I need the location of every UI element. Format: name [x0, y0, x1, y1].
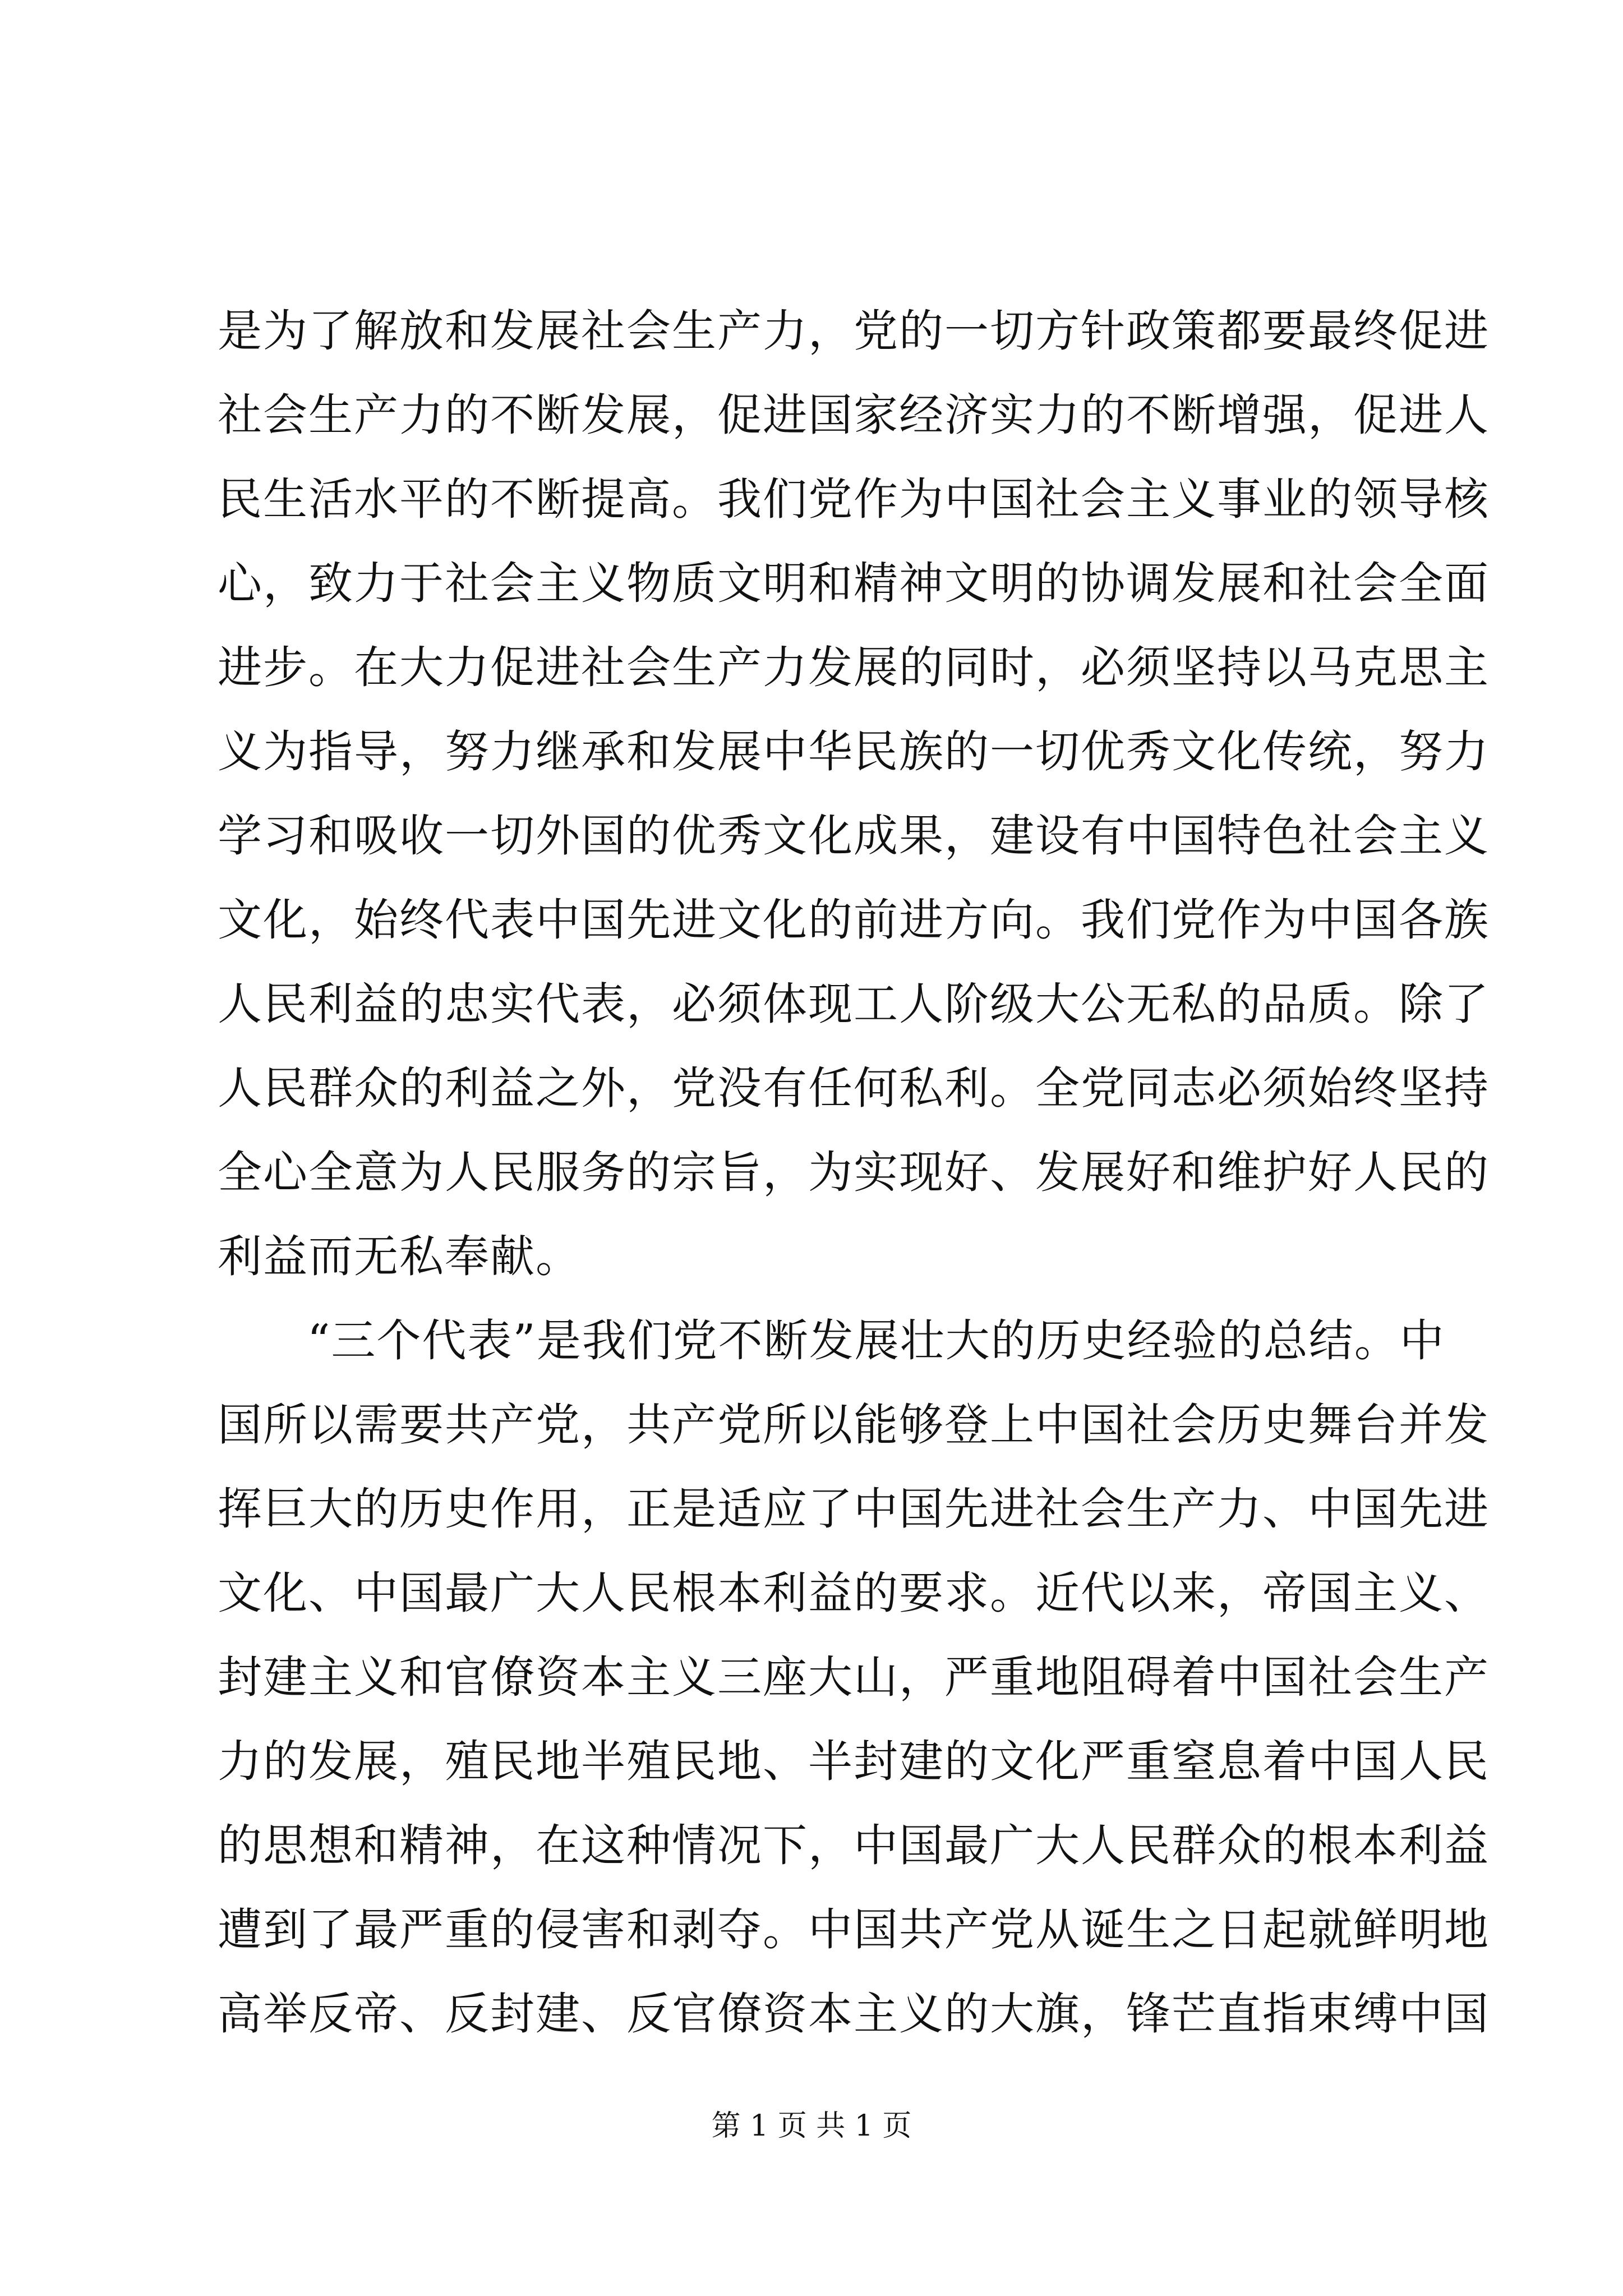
text-line: 人民群众的利益之外，党没有任何私利。全党同志必须始终坚持 — [218, 1062, 1490, 1114]
text-line: 文化、中国最广大人民根本利益的要求。近代以来，帝国主义、 — [218, 1567, 1490, 1619]
text-line: 学习和吸收一切外国的优秀文化成果，建设有中国特色社会主义 — [218, 810, 1490, 862]
text-line: 文化，始终代表中国先进文化的前进方向。我们党作为中国各族 — [218, 894, 1490, 946]
body-text — [218, 289, 1490, 2056]
text-line: 高举反帝、反封建、反官僚资本主义的大旗，锋芒直指束缚中国 — [218, 1988, 1490, 2040]
text-line: 全心全意为人民服务的宗旨，为实现好、发展好和维护好人民的 — [218, 1147, 1490, 1198]
text-line: 社会生产力的不断发展，促进国家经济实力的不断增强，促进人 — [218, 389, 1490, 441]
text-line: 挥巨大的历史作用，正是适应了中国先进社会生产力、中国先进 — [218, 1483, 1490, 1535]
text-line: 进步。在大力促进社会生产力发展的同时，必须坚持以马克思主 — [218, 642, 1490, 693]
text-line: 的思想和精神，在这种情况下，中国最广大人民群众的根本利益 — [218, 1820, 1490, 1871]
text-line: 人民利益的忠实代表，必须体现工人阶级大公无私的品质。除了 — [218, 978, 1490, 1030]
text-line: 利益而无私奉献。 — [218, 1231, 581, 1282]
text-line: 封建主义和官僚资本主义三座大山，严重地阻碍着中国社会生产 — [218, 1651, 1490, 1703]
text-line: 民生活水平的不断提高。我们党作为中国社会主义事业的领导核 — [218, 473, 1490, 525]
text-line: 是为了解放和发展社会生产力，党的一切方针政策都要最终促进 — [218, 305, 1490, 357]
paragraph-start-line: “三个代表”是我们党不断发展壮大的历史经验的总结。中 — [307, 1315, 1445, 1366]
page-footer — [0, 2106, 1623, 2146]
page-number-label: 第 1 页 共 1 页 — [711, 2109, 912, 2143]
text-line: 国所以需要共产党，共产党所以能够登上中国社会历史舞台并发 — [218, 1399, 1490, 1451]
text-line: 遭到了最严重的侵害和剥夺。中国共产党从诞生之日起就鲜明地 — [218, 1904, 1490, 1955]
text-line: 义为指导，努力继承和发展中华民族的一切优秀文化传统，努力 — [218, 726, 1490, 777]
text-line: 心，致力于社会主义物质文明和精神文明的协调发展和社会全面 — [218, 558, 1490, 609]
text-line: 力的发展，殖民地半殖民地、半封建的文化严重窒息着中国人民 — [218, 1736, 1490, 1787]
